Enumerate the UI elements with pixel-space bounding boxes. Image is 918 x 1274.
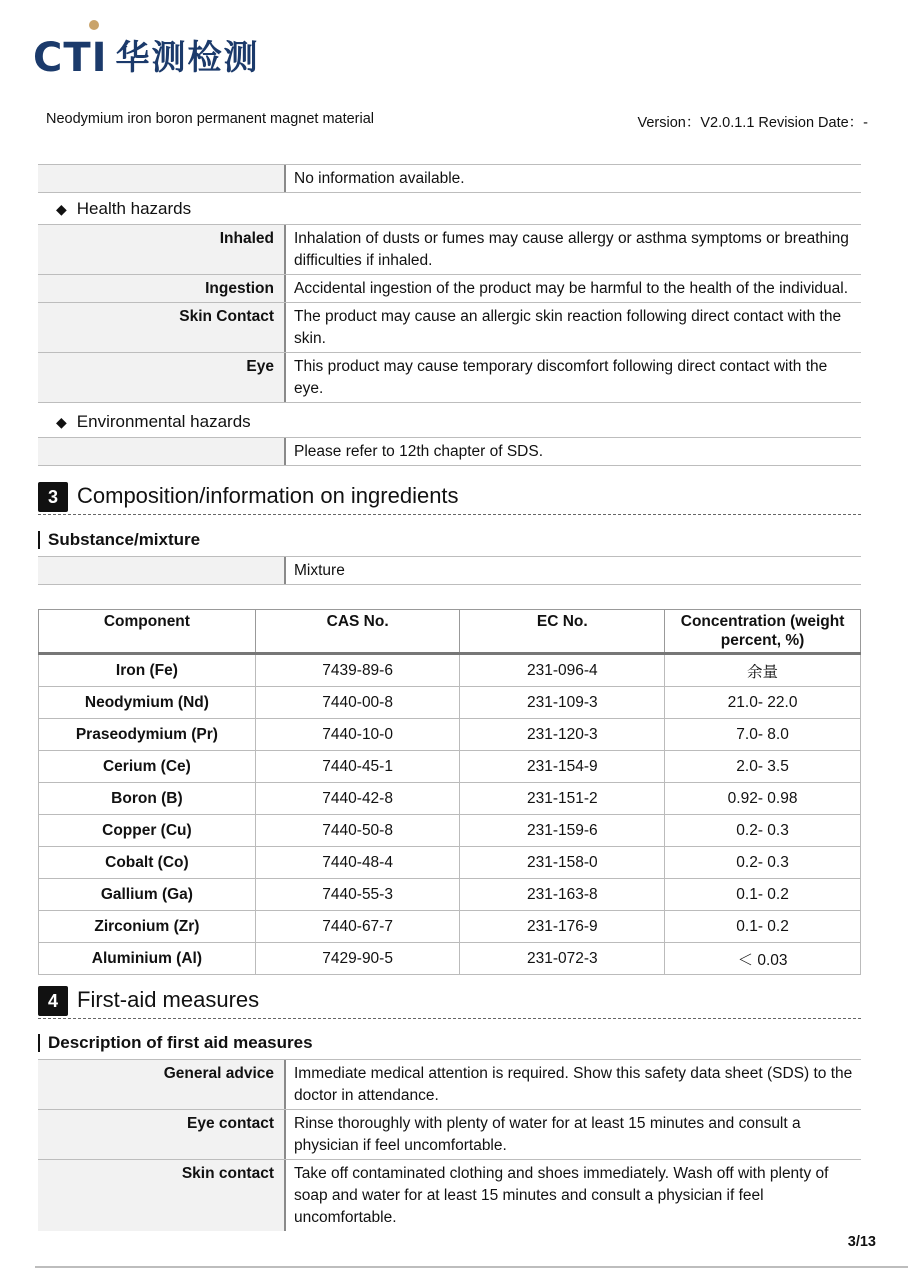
row-value: Rinse thoroughly with plenty of water for at least 15 minutes and consult a physician if feel uncomfortable. (294, 1115, 801, 1154)
concentration: 0.1- 0.2 (665, 911, 861, 943)
table-row (38, 1160, 861, 1231)
row-value: No information available. (294, 170, 465, 187)
company-logo (33, 26, 260, 81)
row-label: Inhaled (38, 225, 286, 274)
cas-number: 7440-48-4 (255, 847, 460, 879)
component-name: Zirconium (Zr) (39, 911, 256, 943)
page-number: 3/13 (847, 1234, 876, 1250)
cas-number: 7440-42-8 (255, 783, 460, 815)
health-hazards-table (38, 224, 861, 403)
component-name: Cobalt (Co) (39, 847, 256, 879)
concentration: ＜ 0.03 (665, 943, 861, 975)
ec-number: 231-158-0 (460, 847, 665, 879)
table-row (39, 943, 861, 975)
row-label: Eye contact (38, 1110, 286, 1159)
component-name: Gallium (Ga) (39, 879, 256, 911)
table-row (39, 847, 861, 879)
row-label: Ingestion (38, 275, 286, 302)
row-value: Accidental ingestion of the product may be harmful to the health of the individual. (294, 280, 849, 297)
ec-number: 231-163-8 (460, 879, 665, 911)
version-info: Version：V2.0.1.1 Revision Date：- (637, 115, 868, 131)
row-label (38, 557, 286, 584)
component-name: Aluminium (Al) (39, 943, 256, 975)
subsection-heading: Description of first aid measures (38, 1034, 313, 1052)
logo-chinese-name: 华测检测 (115, 38, 260, 78)
environmental-hazards-table (38, 437, 861, 466)
ec-number: 231-096-4 (460, 654, 665, 687)
table-row (39, 879, 861, 911)
ec-number: 231-072-3 (460, 943, 665, 975)
info-table-top (38, 164, 861, 193)
section-title: Composition/information on ingredients (77, 483, 459, 508)
section-4-heading (38, 986, 861, 1019)
row-value: Please refer to 12th chapter of SDS. (294, 443, 543, 460)
health-hazards-heading (56, 199, 191, 219)
table-header-row (39, 610, 861, 654)
concentration: 2.0- 3.5 (665, 751, 861, 783)
ec-number: 231-154-9 (460, 751, 665, 783)
row-label: Skin contact (38, 1160, 286, 1231)
table-row (38, 303, 861, 353)
column-header: EC No. (460, 610, 665, 654)
subsection-heading: Substance/mixture (38, 531, 200, 549)
row-label (38, 438, 286, 465)
logo-dot-icon (89, 20, 99, 30)
table-row (38, 1110, 861, 1160)
table-row (38, 165, 861, 193)
table-row (39, 687, 861, 719)
concentration: 0.2- 0.3 (665, 847, 861, 879)
row-label: Eye (38, 353, 286, 402)
section-number: 3 (38, 482, 68, 512)
table-row (38, 353, 861, 403)
row-value: Inhalation of dusts or fumes may cause allergy or asthma symptoms or breathing difficulties if inhaled. (294, 230, 849, 269)
concentration: 0.2- 0.3 (665, 815, 861, 847)
product-name: Neodymium iron boron permanent magnet material (46, 111, 375, 127)
row-value: Take off contaminated clothing and shoes immediately. Wash off with plenty of soap and water for at least 15 minutes and consult a physician if feel uncomfortable. (294, 1165, 829, 1226)
table-row (39, 815, 861, 847)
ec-number: 231-151-2 (460, 783, 665, 815)
table-row (38, 438, 861, 466)
table-row (38, 275, 861, 303)
component-name: Praseodymium (Pr) (39, 719, 256, 751)
concentration: 7.0- 8.0 (665, 719, 861, 751)
heading-text: Environmental hazards (76, 412, 251, 431)
row-label: Skin Contact (38, 303, 286, 352)
table-row (38, 225, 861, 275)
row-value: Mixture (294, 562, 345, 579)
cas-number: 7440-00-8 (255, 687, 460, 719)
table-row (39, 783, 861, 815)
table-row (39, 719, 861, 751)
concentration: 余量 (665, 654, 861, 687)
concentration: 0.92- 0.98 (665, 783, 861, 815)
column-header: CAS No. (255, 610, 460, 654)
table-row (39, 751, 861, 783)
component-name: Boron (B) (39, 783, 256, 815)
cas-number: 7440-50-8 (255, 815, 460, 847)
table-row (38, 1060, 861, 1110)
ec-number: 231-109-3 (460, 687, 665, 719)
row-value: This product may cause temporary discomfort following direct contact with the eye. (294, 358, 828, 397)
cas-number: 7440-67-7 (255, 911, 460, 943)
first-aid-table (38, 1059, 861, 1231)
table-row (39, 654, 861, 687)
cas-number: 7440-10-0 (255, 719, 460, 751)
cas-number: 7429-90-5 (255, 943, 460, 975)
ec-number: 231-159-6 (460, 815, 665, 847)
concentration: 21.0- 22.0 (665, 687, 861, 719)
column-header: Concentration (weight percent, %) (665, 610, 861, 654)
section-3-heading (38, 482, 861, 515)
cas-number: 7440-45-1 (255, 751, 460, 783)
row-label (38, 165, 286, 192)
component-name: Cerium (Ce) (39, 751, 256, 783)
composition-table (38, 609, 861, 975)
cas-number: 7440-55-3 (255, 879, 460, 911)
row-value: Immediate medical attention is required. Show this safety data sheet (SDS) to the doctor in attendance. (294, 1065, 853, 1104)
concentration: 0.1- 0.2 (665, 879, 861, 911)
component-name: Copper (Cu) (39, 815, 256, 847)
row-label: General advice (38, 1060, 286, 1109)
ec-number: 231-120-3 (460, 719, 665, 751)
diamond-bullet-icon: ◆ (56, 414, 67, 430)
environmental-hazards-heading (56, 412, 251, 432)
cas-number: 7439-89-6 (255, 654, 460, 687)
table-row (38, 557, 861, 585)
section-title: First-aid measures (77, 987, 260, 1012)
row-value: The product may cause an allergic skin reaction following direct contact with the skin. (294, 308, 842, 347)
ec-number: 231-176-9 (460, 911, 665, 943)
substance-mixture-table (38, 556, 861, 585)
table-row (39, 911, 861, 943)
section-number: 4 (38, 986, 68, 1016)
diamond-bullet-icon: ◆ (56, 201, 67, 217)
component-name: Iron (Fe) (39, 654, 256, 687)
heading-text: Health hazards (76, 199, 192, 218)
footer-divider (35, 1266, 908, 1268)
column-header: Component (39, 610, 256, 654)
logo-brand: CTI (33, 35, 108, 81)
component-name: Neodymium (Nd) (39, 687, 256, 719)
